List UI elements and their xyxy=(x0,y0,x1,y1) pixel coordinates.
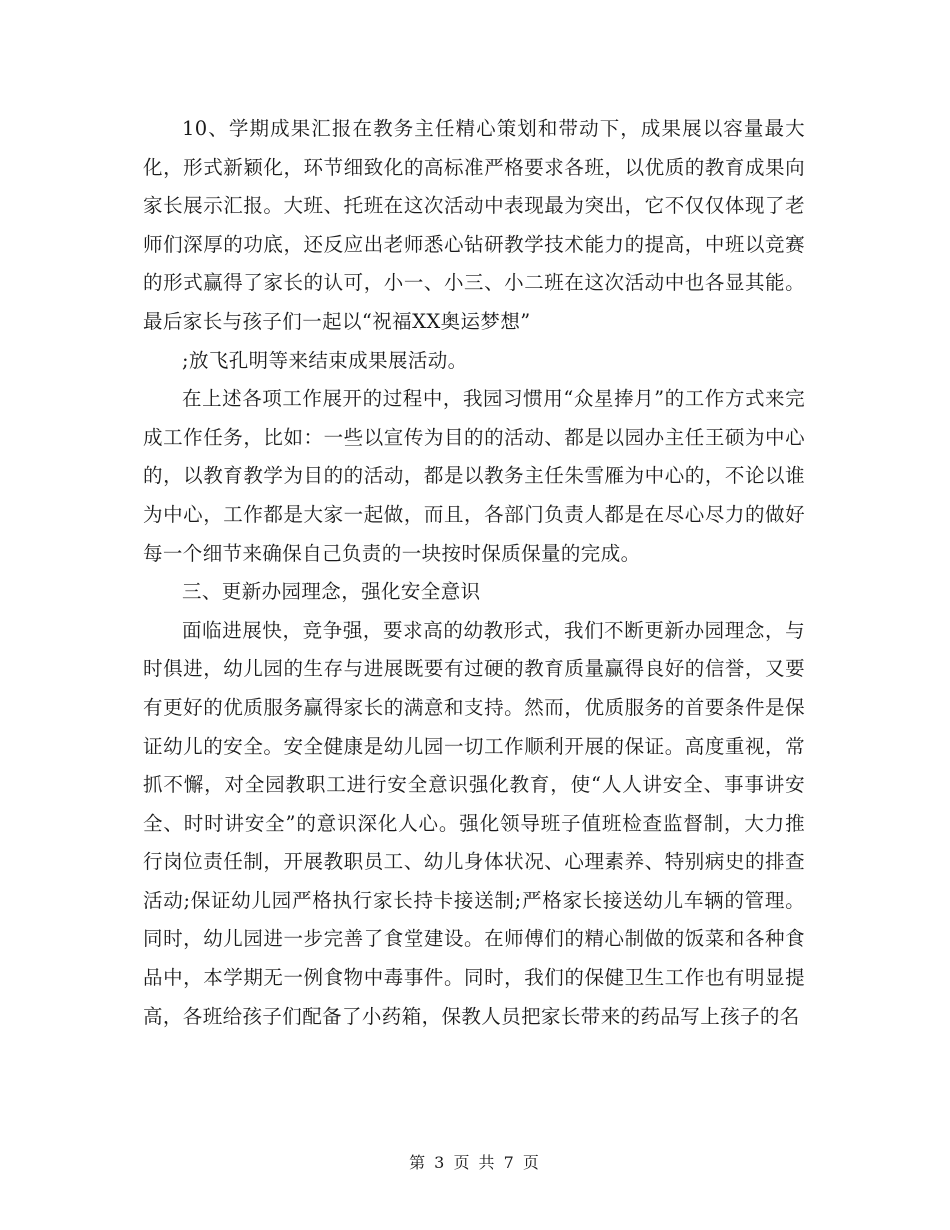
paragraph-work-method: 在上述各项工作展开的过程中，我园习惯用“众星捧月”的工作方式来完成工作任务，比如：一些以宣传为目的的活动、都是以园办主任王硕为中心的，以教育教学为目的的活动，都是以教务主任朱雪雁为中心的，不论以谁为中心，工作都是大家一起做，而且，各部门负责人都是在尽心尽力的做好每一个细节来确保自己负责的一块按时保质保量的完成。 xyxy=(143,387,805,565)
section-heading-safety: 三、更新办园理念，强化安全意识 xyxy=(182,580,481,604)
paragraph-kongming-lanterns: ;放飞孔明等来结束成果展活动。 xyxy=(182,348,468,372)
document-body xyxy=(143,110,805,1036)
page-footer: 第 3 页 共 7 页 xyxy=(409,1153,541,1172)
paragraph-safety-awareness: 面临进展快，竞争强，要求高的幼教形式，我们不断更新办园理念，与时俱进，幼儿园的生存与进展既要有过硬的教育质量赢得良好的信誉，又要有更好的优质服务赢得家长的满意和支持。然而，优质服务的首要条件是保证幼儿的安全。安全健康是幼儿园一切工作顺利开展的保证。高度重视，常抓不懈，对全园教职工进行安全意识强化教育，使“人人讲安全、事事讲安全、时时讲安全”的意识深化人心。强化领导班子值班检查监督制，大力推行岗位责任制，开展教职员工、幼儿身体状况、心理素养、特别病史的排查活动;保证幼儿园严格执行家长持卡接送制;严格家长接送幼儿车辆的管理。同时，幼儿园进一步完善了食堂建设。在师傅们的精心制做的饭菜和各种食品中，本学期无一例食物中毒事件。同时，我们的保健卫生工作也有明显提高，各班给孩子们配备了小药箱，保教人员把家长带来的药品写上孩子的名 xyxy=(143,618,805,1028)
paragraph-semester-report: 10、学期成果汇报在教务主任精心策划和带动下，成果展以容量最大化，形式新颖化，环节细致化的高标准严格要求各班，以优质的教育成果向家长展示汇报。大班、托班在这次活动中表现最为突出，它不仅仅体现了老师们深厚的功底，还反应出老师悉心钻研教学技术能力的提高，中班以竞赛的形式赢得了家长的认可，小一、小三、小二班在这次活动中也各显其能。最后家长与孩子们一起以“祝福XX奥运梦想” xyxy=(143,117,805,333)
